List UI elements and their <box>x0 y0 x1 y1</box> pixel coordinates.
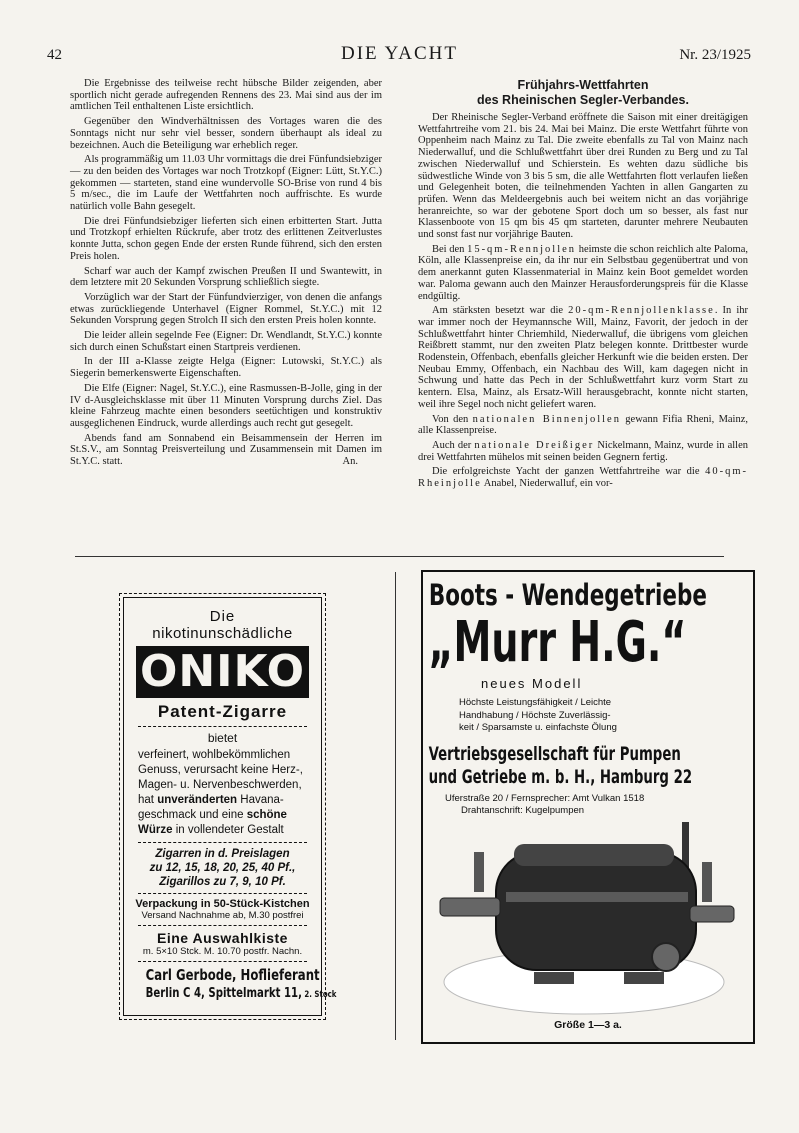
contact-info <box>423 793 753 817</box>
text-run: Bei den <box>432 243 468 255</box>
page-number: 42 <box>47 47 62 63</box>
paragraph <box>418 305 748 410</box>
model-label: neues Modell <box>481 676 583 691</box>
ad-line: keit / Sparsamste u. einfachste Ölung <box>459 722 617 733</box>
text-run: gewann Fifia Rheni, Mainz, alle Klassenpreise. <box>418 413 749 437</box>
inspection-cover <box>652 943 680 971</box>
murr-brand: „Murr H.G.“ <box>428 610 687 675</box>
firm-address <box>145 986 337 1001</box>
paragraph <box>418 244 748 303</box>
text-run: Havana- <box>237 794 284 806</box>
dashed-divider <box>138 842 307 843</box>
text-run: schöne <box>246 809 287 821</box>
oniko-advertisement <box>123 597 337 1016</box>
dashed-divider <box>138 925 307 926</box>
paragraph <box>70 433 382 468</box>
paragraph-text: Abends fand am Sonnabend ein Beisammensein der Herren im St.S.V., am Sonntag Preisverteilung und Zusammensein mit Damen im St.Y.C. statt. <box>70 432 382 468</box>
feature-list <box>423 697 753 735</box>
dashed-divider <box>138 961 307 962</box>
ad-line: zu 12, 15, 18, 20, 25, 40 Pf., <box>149 862 296 874</box>
text-run: Berlin C 4, Spittelmarkt 11, <box>145 986 302 1001</box>
text-run: Anabel, Niederwalluf, ein vor- <box>481 478 613 490</box>
paragraph: Scharf war auch der Kampf zwischen Preußen II und Swantewitt, in dem letztere mit 20 Sekunden Vorsprung schließlich siegte. <box>70 265 382 289</box>
ad-line: Versand Nachnahme ab, M.30 postfrei <box>141 910 304 921</box>
ad-line <box>138 808 321 823</box>
class-name: nationalen Binnenjollen <box>472 413 621 425</box>
title-line: Frühjahrs-Wettfahrten <box>517 78 649 92</box>
text-run: unveränderten <box>157 794 238 806</box>
mounting-foot <box>624 972 664 984</box>
paragraph <box>418 414 748 437</box>
ad-headline: Boots - Wendegetriebe <box>428 578 707 612</box>
paragraph: Die Elfe (Eigner: Nagel, St.Y.C.), eine Rasmussen-B-Jolle, ging in der IV d-Ausgleichsklasse mit über 11 Minuten Vorsprung durchs Ziel. Das kleine Fahrzeug machte einen besonders seetüchtigen und konstruktiv ausgeglichenen Eindruck, wurde allerdings auch recht gut gesegelt. <box>70 382 382 429</box>
ad-line: m. 5×10 Stck. M. 10.70 postfr. Nachn. <box>142 946 303 957</box>
ad-line: bietet <box>207 731 238 745</box>
paragraph: Gegenüber den Windverhältnissen des Vortages waren die des Sonntags nicht nur sehr viel besser, sondern überhaupt als ideal zu bezeichnen. Auch die Beteiligung war erheblich reger. <box>70 116 382 151</box>
ad-line: Drahtanschrift: Kugelpumpen <box>461 804 585 816</box>
output-shaft <box>690 906 734 922</box>
issue-number: Nr. 23/1925 <box>679 47 751 63</box>
text-run: heimste die schon reichlich alte Paloma, Köln, alle Klassenpreise ein, da ihr nur ein Selbstbau gegenübertrat und von dem anerkannt guten Klassenmaterial in Mainz kein Boot gemeldet worden war. Paloma gewann auch den Mainzer Herausforderungspreis für die Klasse endgültig. <box>418 243 748 302</box>
vertical-divider <box>395 572 396 1040</box>
ad-line: Zigarren in d. Preislagen <box>155 848 290 860</box>
text-run: in vollendeter Gestalt <box>172 824 284 836</box>
text-run: geschmack und eine <box>138 809 247 821</box>
price-list <box>124 847 321 889</box>
masthead: DIE YACHT <box>340 43 459 64</box>
paragraph: Die drei Fünfundsiebziger lieferten sich einen erbitterten Start. Jutta und Trotzkopf erhielten Rückrufe, aber trotz des erlittenen Zeitverlustes konnte Jutta, schon gegen Ende der ersten Runde führend, sich den ersten Preis holen. <box>70 215 382 262</box>
ad-line <box>138 793 321 808</box>
paragraph: In der III a-Klasse zeigte Helga (Eigner: Lutowski, St.Y.C.) als Siegerin bemerkenswerte Eigenschaften. <box>70 356 382 380</box>
text-run: . In ihr war immer noch der Heymannsche Will, Mainz, Favorit, der jedoch in der Schlußwettfahrt hinter Chriemhild, Niederwalluf, die übrigens vom gleichen Reißbrett stammt, nur den zweiten Platz belegen konnte. Drittbester wurde Rodenstein, Offenbach, ebenfalls gleicher Herkunft wie die beiden ersten. Der Neubau Emmy, Offenbach, ein Nachbau des Will, kam dagegen nicht in Schwung und hatte das Pech in der Schlußwettfahrt kurz vorm Start zu kentern. Elsa, Mainz, als Ersatz-Will herausgebracht, konnte nicht starten, weil ihre Segel noch nicht geliefert waren. <box>418 305 748 410</box>
gearbox-illustration <box>434 822 744 1022</box>
article-title <box>418 78 748 108</box>
ad-line: Zigarillos zu 7, 9, 10 Pf. <box>159 876 286 888</box>
ad-line: Vertriebsgesellschaft für Pumpen <box>428 742 681 765</box>
ad-line: Uferstraße 20 / Fernsprecher: Amt Vulkan 1518 <box>445 792 645 804</box>
ad-line: Höchste Leistungsfähigkeit / Leichte <box>459 697 612 708</box>
left-article-column <box>70 78 382 471</box>
text-run: 2. Stock <box>301 990 337 1000</box>
horizontal-divider <box>75 556 724 557</box>
image-caption: Größe 1—3 a. <box>554 1019 622 1031</box>
company-name <box>423 742 693 789</box>
housing-lid <box>514 844 674 866</box>
ad-line <box>138 823 321 838</box>
oniko-logo: ONIKO <box>136 646 309 698</box>
text-run: Am stärksten besetzt war die <box>432 305 569 317</box>
paragraph: Die Ergebnisse des teilweise recht hübsche Bilder zeigenden, aber sportlich nicht gerade aufregenden Rennens des 23. Mai sind aus der im amtlichen Teil enthaltenen Liste ersichtlich. <box>70 78 382 113</box>
firm-name: Carl Gerbode, Hoflieferant <box>145 966 320 984</box>
dashed-divider <box>138 893 307 894</box>
paragraph: Als programmäßig um 11.03 Uhr vormittags die drei Fünfundsiebziger — zu den beiden des Vortages war noch Trotzkopf (Eigner: Lütt, St.Y.C.) gekommen — starteten, stand eine wundervolle SO-Brise von rund 4 bis 5 m/sec., die im Laufe der Wettfahrten noch auffrischte. Es wurde natürlich volle Bahn gesegelt. <box>70 154 382 213</box>
paragraph: Die leider allein segelnde Fee (Eigner: Dr. Wendlandt, St.Y.C.) konnte sich durch einen Schußstart einen Startpreis verdienen. <box>70 330 382 353</box>
oil-cup-left <box>474 852 484 892</box>
ad-line: Genuss, verursacht keine Herz-, <box>138 764 303 776</box>
text-run: hat <box>138 794 158 806</box>
text-run: Würze <box>138 824 173 836</box>
text-run: Die erfolgreichste Yacht der ganzen Wettfahrtreihe war die <box>432 466 706 478</box>
ad-line: Die <box>209 608 236 625</box>
ad-line: Eine Auswahlkiste <box>157 930 288 946</box>
title-line: des Rheinischen Segler-Verbandes. <box>477 93 689 107</box>
text-run: Nickelmann, Mainz, wurde in allen drei Wettfahrten mühelos mit seinen beiden Gegnern fertig. <box>418 439 749 463</box>
ad-line: nikotinunschädliche <box>152 625 293 642</box>
ad-line: Magen- u. Nervenbeschwerden, <box>138 779 302 791</box>
ad-line: und Getriebe m. b. H., Hamburg 22 <box>428 765 693 788</box>
ad-body <box>124 748 321 838</box>
class-name: 40-qm-Rheinjolle <box>418 466 748 490</box>
class-name: 20-qm-Rennjollenklasse <box>568 305 715 317</box>
ad-line: Handhabung / Höchste Zuverlässig- <box>459 709 611 721</box>
housing-flange <box>506 892 688 902</box>
right-article-column <box>418 78 748 493</box>
mounting-foot <box>534 972 574 984</box>
product-name: Patent-Zigarre <box>157 702 288 721</box>
input-shaft <box>440 898 500 916</box>
author-signature: An. <box>342 456 358 468</box>
class-name: nationale Dreißiger <box>474 439 595 451</box>
dashed-divider <box>138 726 307 727</box>
text-run: Von den <box>432 413 473 425</box>
ad-line: Verpackung in 50-Stück-Kistchen <box>135 898 310 910</box>
ad-line: verfeinert, wohlbekömmlichen <box>138 749 291 761</box>
class-name: 15-qm-Rennjollen <box>467 243 577 255</box>
paragraph <box>418 440 748 463</box>
paragraph: Der Rheinische Segler-Verband eröffnete die Saison mit einer dreitägigen Wettfahrtreihe vom 21. bis 24. Mai bei Mainz. Die erste Wettfahrt führte von Oppenheim nach Mainz zu Tal. Die zweite ebenfalls zu Tal von Mainz nach Niederwalluf, und die Schlußwettfahrt über drei Runden zu Berg und zu Tal zwischen Niederwalluf und Schierstein. Es wehten dazu südliche bis südwestliche Winde von 3 bis 5 sm, die alle Wettfahrten flott verlaufen ließen und Gelegenheit boten, die teilnehmenden Yachten in allen Gangarten zu prüfen. Wenn das Meldeergebnis auch bei weitem nicht an das vorjährige heranreichte, so war der gebotene Sport doch um so besser, als fast nur Klassenboote von 15 qm bis 45 qm starteten, darunter mehrere Neubauten und sonst fast nur vorjährige Bauten. <box>418 112 748 241</box>
oil-cup-right <box>702 862 712 902</box>
paragraph: Vorzüglich war der Start der Fünfundvierziger, von denen die anfangs etwas zurückliegende Unterhavel (Eigner Rommel, St.Y.C.) mit 12 Sekunden Vorsprung gegen Strolch II sich den ersten Preis holen konnte. <box>70 291 382 327</box>
paragraph <box>418 466 748 489</box>
text-run: Auch der <box>432 439 475 451</box>
